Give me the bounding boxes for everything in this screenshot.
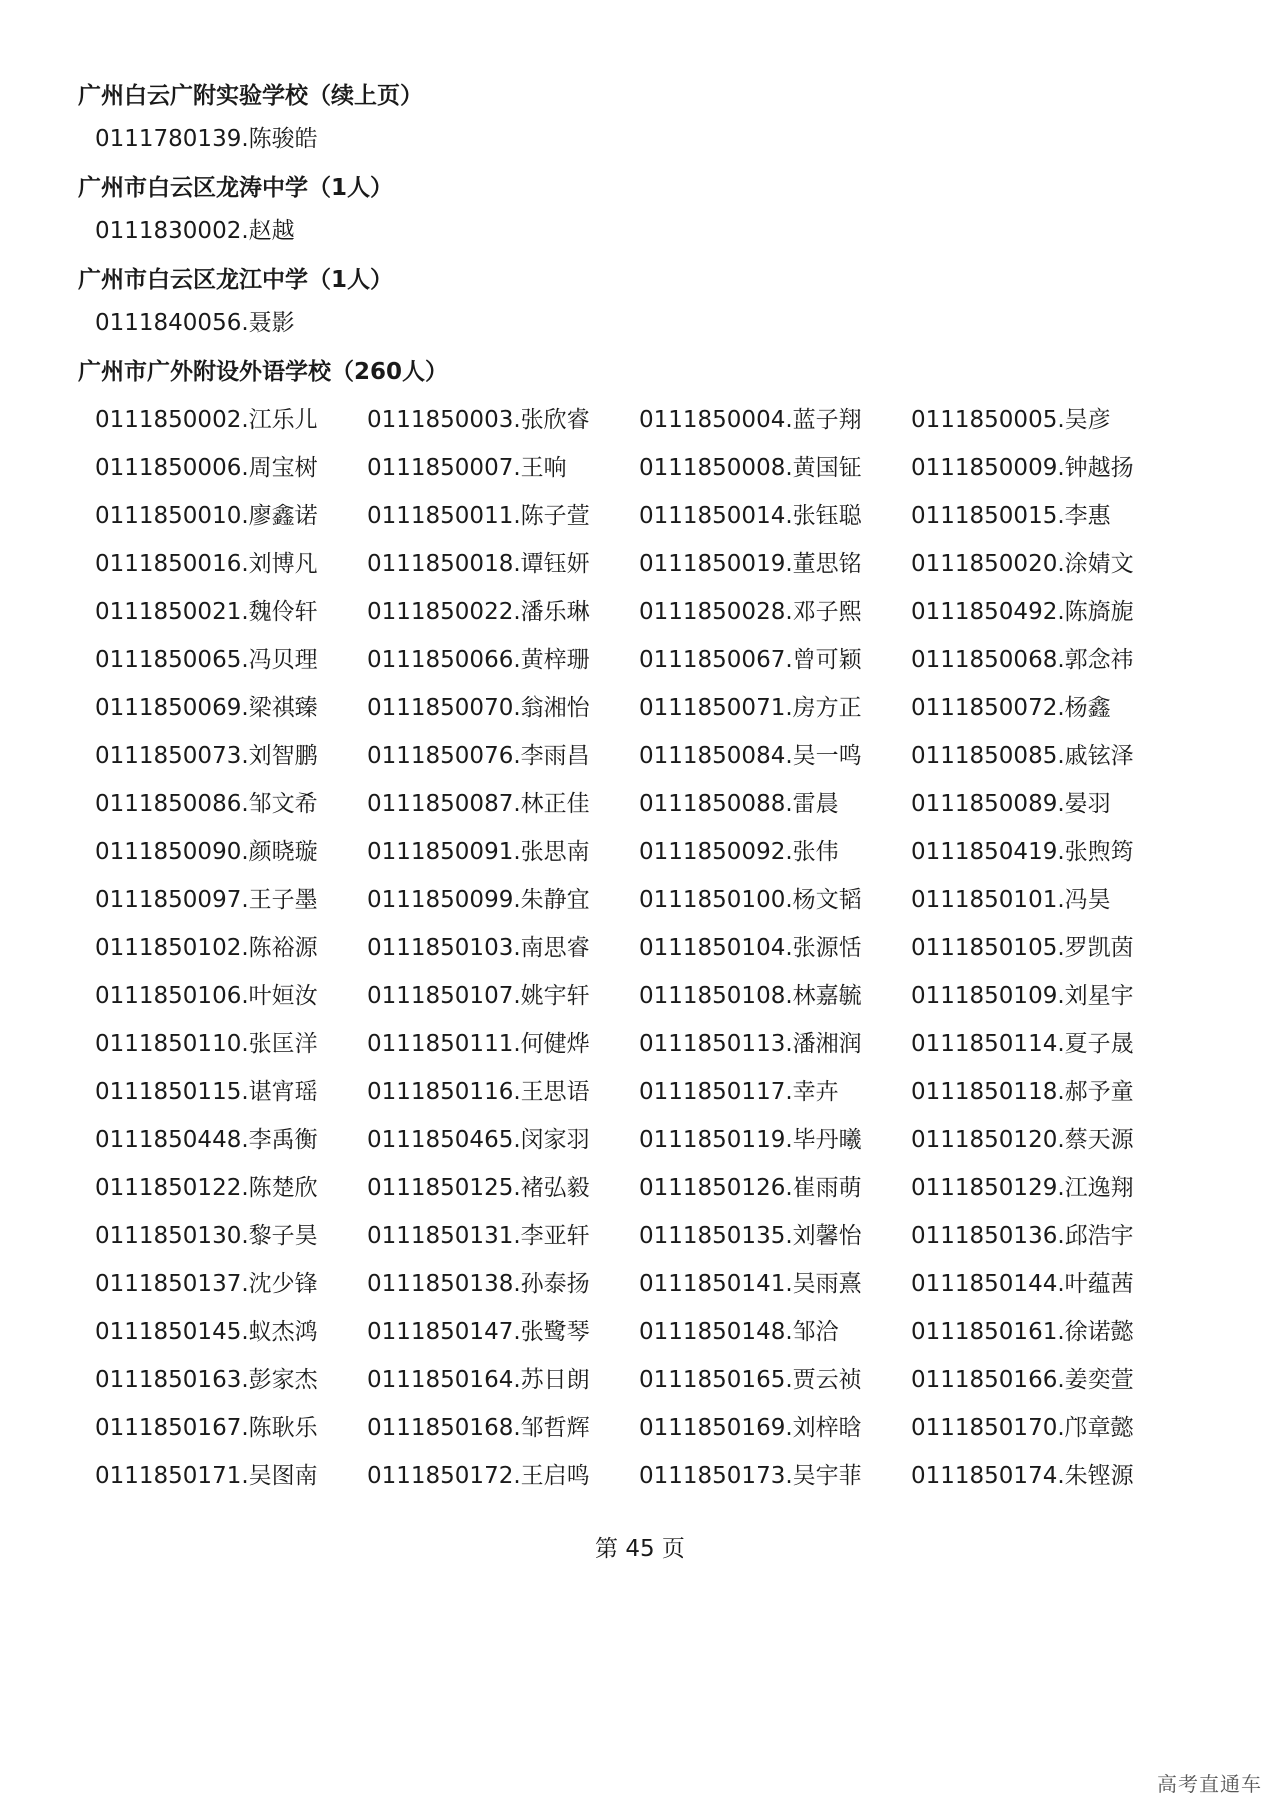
student-entry: 0111850091.张思南 (367, 839, 590, 865)
student-entry: 0111850163.彭家杰 (95, 1367, 318, 1393)
student-entry: 0111850161.徐诺懿 (911, 1319, 1134, 1345)
student-entry: 0111850066.黄梓珊 (367, 647, 590, 673)
student-entry: 0111850010.廖鑫诺 (95, 503, 318, 529)
student-entry: 0111850069.梁祺臻 (95, 695, 318, 721)
student-entry: 0111850068.郭念祎 (911, 647, 1134, 673)
student-entry: 0111850014.张钰聪 (639, 503, 862, 529)
student-entry: 0111850105.罗凯茵 (911, 935, 1134, 961)
student-entry: 0111850004.蓝子翔 (639, 407, 862, 433)
student-entry: 0111850166.姜奕萱 (911, 1367, 1134, 1393)
page-number: 第 45 页 (595, 1536, 685, 1562)
student-entry: 0111850028.邓子熙 (639, 599, 862, 625)
student-entry: 0111850130.黎子昊 (95, 1223, 318, 1249)
student-entry: 0111850103.南思睿 (367, 935, 590, 961)
student-entry: 0111850099.朱静宜 (367, 887, 590, 913)
school-section (78, 172, 1228, 250)
student-entry: 0111850170.邝章懿 (911, 1415, 1134, 1441)
student-entry: 0111850169.刘梓晗 (639, 1415, 862, 1441)
student-entry: 0111850015.李惠 (911, 503, 1111, 529)
school-title: 广州白云广附实验学校（续上页） (78, 83, 423, 109)
student-entry: 0111850117.幸卉 (639, 1079, 839, 1105)
student-entry: 0111850144.叶蕴茜 (911, 1271, 1134, 1297)
student-entry: 0111850022.潘乐琳 (367, 599, 590, 625)
student-entry: 0111850019.董思铭 (639, 551, 862, 577)
student-entry: 0111850111.何健烨 (367, 1031, 590, 1057)
student-entry: 0111850136.邱浩宇 (911, 1223, 1134, 1249)
student-entry: 0111850148.邹洽 (639, 1319, 839, 1345)
student-entry: 0111850005.吴彦 (911, 407, 1111, 433)
student-entry: 0111850065.冯贝理 (95, 647, 318, 673)
school-section (78, 264, 1228, 342)
student-entry: 0111850009.钟越扬 (911, 455, 1134, 481)
student-entry: 0111830002.赵越 (95, 218, 295, 244)
school-section (78, 356, 1228, 1500)
student-entry: 0111850090.颜晓璇 (95, 839, 318, 865)
student-entry: 0111850003.张欣睿 (367, 407, 590, 433)
student-entry: 0111850118.郝予童 (911, 1079, 1134, 1105)
student-list (78, 212, 1228, 250)
student-entry: 0111850113.潘湘润 (639, 1031, 862, 1057)
student-entry: 0111850007.王响 (367, 455, 567, 481)
student-entry: 0111850171.吴图南 (95, 1463, 318, 1489)
student-entry: 0111850073.刘智鹏 (95, 743, 318, 769)
student-entry: 0111850076.李雨昌 (367, 743, 590, 769)
student-entry: 0111850101.冯昊 (911, 887, 1111, 913)
school-title: 广州市白云区龙江中学（1人） (78, 267, 394, 293)
student-list (78, 396, 1228, 1500)
student-entry: 0111850173.吴宇菲 (639, 1463, 862, 1489)
student-entry: 0111850018.谭钰妍 (367, 551, 590, 577)
watermark: 高考直通车 (1157, 1772, 1262, 1796)
student-entry: 0111850172.王启鸣 (367, 1463, 590, 1489)
student-entry: 0111850086.邹文希 (95, 791, 318, 817)
student-entry: 0111850174.朱铿源 (911, 1463, 1134, 1489)
student-entry: 0111850116.王思语 (367, 1079, 590, 1105)
student-entry: 0111850131.李亚轩 (367, 1223, 590, 1249)
student-entry: 0111850109.刘星宇 (911, 983, 1134, 1009)
student-entry: 0111850165.贾云祯 (639, 1367, 862, 1393)
student-list (78, 304, 1228, 342)
student-entry: 0111850016.刘博凡 (95, 551, 318, 577)
student-entry: 0111850110.张匡洋 (95, 1031, 318, 1057)
student-entry: 0111850448.李禹衡 (95, 1127, 318, 1153)
student-entry: 0111850067.曾可颖 (639, 647, 862, 673)
student-entry: 0111850107.姚宇轩 (367, 983, 590, 1009)
student-entry: 0111850106.叶姮汝 (95, 983, 318, 1009)
student-entry: 0111850114.夏子晟 (911, 1031, 1134, 1057)
student-entry: 0111850097.王子墨 (95, 887, 318, 913)
student-entry: 0111850126.崔雨萌 (639, 1175, 862, 1201)
student-entry: 0111850002.江乐儿 (95, 407, 318, 433)
student-entry: 0111850021.魏伶轩 (95, 599, 318, 625)
school-section (78, 80, 1228, 158)
student-entry: 0111850135.刘馨怡 (639, 1223, 862, 1249)
student-entry: 0111850008.黄国钲 (639, 455, 862, 481)
student-entry: 0111850492.陈旖旎 (911, 599, 1134, 625)
student-entry: 0111850167.陈耿乐 (95, 1415, 318, 1441)
student-list (78, 120, 1228, 158)
student-entry: 0111850072.杨鑫 (911, 695, 1111, 721)
student-entry: 0111850089.晏羽 (911, 791, 1111, 817)
student-entry: 0111850071.房方正 (639, 695, 862, 721)
student-entry: 0111850137.沈少锋 (95, 1271, 318, 1297)
student-entry: 0111850115.谌宵瑶 (95, 1079, 318, 1105)
student-entry: 0111850020.涂婧文 (911, 551, 1134, 577)
student-entry: 0111850092.张伟 (639, 839, 839, 865)
student-entry: 0111850168.邹哲辉 (367, 1415, 590, 1441)
student-entry: 0111850141.吴雨熹 (639, 1271, 862, 1297)
student-entry: 0111850164.苏日朗 (367, 1367, 590, 1393)
student-entry: 0111850087.林正佳 (367, 791, 590, 817)
student-entry: 0111850145.蚁杰鸿 (95, 1319, 318, 1345)
student-entry: 0111850122.陈楚欣 (95, 1175, 318, 1201)
document-page (78, 80, 1228, 1514)
student-entry: 0111850006.周宝树 (95, 455, 318, 481)
student-entry: 0111850102.陈裕源 (95, 935, 318, 961)
school-title: 广州市广外附设外语学校（260人） (78, 359, 449, 385)
student-entry: 0111850119.毕丹曦 (639, 1127, 862, 1153)
student-entry: 0111850085.戚铉泽 (911, 743, 1134, 769)
student-entry: 0111850088.雷晨 (639, 791, 839, 817)
student-entry: 0111850100.杨文韬 (639, 887, 862, 913)
student-entry: 0111850011.陈子萱 (367, 503, 590, 529)
student-entry: 0111850108.林嘉毓 (639, 983, 862, 1009)
student-entry: 0111850129.江逸翔 (911, 1175, 1134, 1201)
student-entry: 0111840056.聂影 (95, 310, 295, 336)
student-entry: 0111850419.张煦筠 (911, 839, 1134, 865)
student-entry: 0111850465.闵家羽 (367, 1127, 590, 1153)
student-entry: 0111850084.吴一鸣 (639, 743, 862, 769)
student-entry: 0111850125.褚弘毅 (367, 1175, 590, 1201)
student-entry: 0111850104.张源恬 (639, 935, 862, 961)
student-entry: 0111850138.孙泰扬 (367, 1271, 590, 1297)
student-entry: 0111850120.蔡天源 (911, 1127, 1134, 1153)
school-title: 广州市白云区龙涛中学（1人） (78, 175, 394, 201)
student-entry: 0111850147.张鹭琴 (367, 1319, 590, 1345)
student-entry: 0111780139.陈骏皓 (95, 126, 318, 152)
student-entry: 0111850070.翁湘怡 (367, 695, 590, 721)
